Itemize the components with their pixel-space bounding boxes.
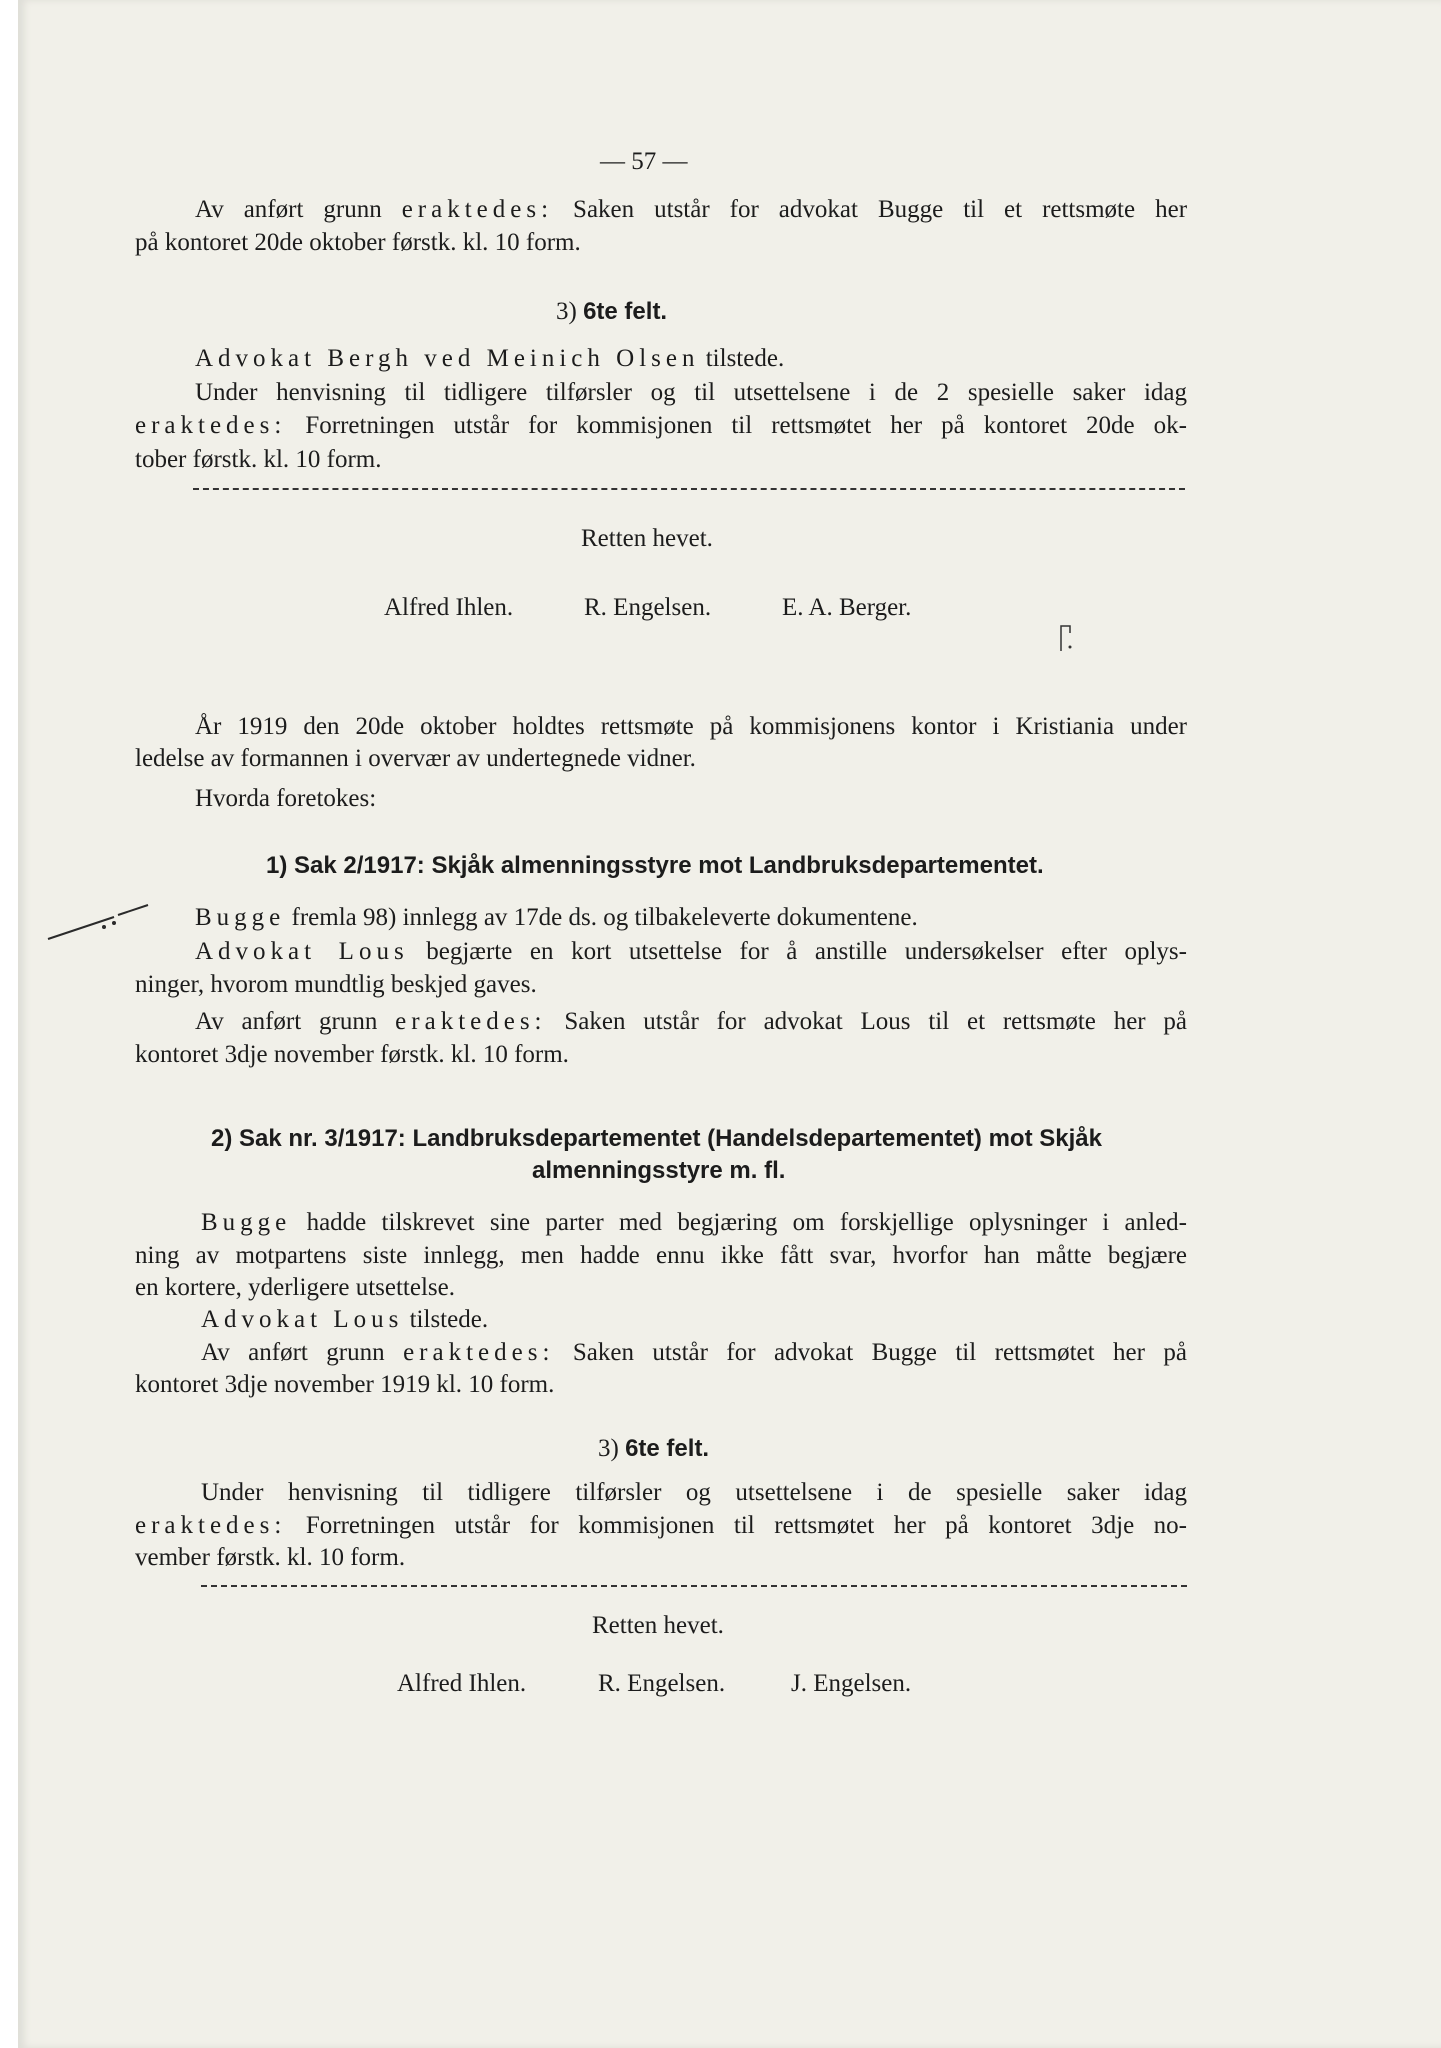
paragraph-line: kontoret 3dje november 1919 kl. 10 form. — [135, 1371, 555, 1398]
text: Av anført grunn — [195, 196, 382, 223]
section-heading — [556, 296, 667, 328]
spaced-text: Advokat Lous — [195, 938, 409, 965]
spaced-text: eraktedes: — [135, 412, 287, 439]
heading-number: 3) — [556, 298, 577, 325]
paragraph-line: på kontoret 20de oktober førstk. kl. 10 form. — [135, 229, 581, 256]
closing-text: Retten hevet. — [581, 525, 713, 552]
paragraph-line: Hvorda foretokes: — [195, 785, 377, 812]
paragraph-line — [195, 936, 1187, 968]
paragraph-line — [201, 1207, 1187, 1239]
spaced-text: Bugge — [201, 1209, 292, 1236]
section-heading: 1) Sak 2/1917: Skjåk almenningsstyre mot Landbruksdepartementet. — [266, 852, 1044, 879]
text: hadde tilskrevet sine parter med begjæring om forskjellige oplysninger i anled- — [306, 1209, 1187, 1236]
text: fremla 98) innlegg av 17de ds. og tilbakeleverte dokumentene. — [291, 904, 918, 931]
heading-number: 3) — [598, 1435, 619, 1462]
spaced-text: eraktedes: — [395, 1008, 547, 1035]
paragraph-line — [201, 1304, 488, 1336]
text: Saken utstår for advokat Bugge til rettsmøtet her på — [572, 1339, 1188, 1366]
signature: J. Engelsen. — [791, 1670, 912, 1697]
signature: R. Engelsen. — [584, 594, 712, 621]
text: Forretningen utstår for kommisjonen til rettsmøtet her på kontoret 3dje no- — [305, 1512, 1188, 1539]
text: tilstede. — [705, 345, 785, 372]
spaced-text: Bugge — [195, 904, 286, 931]
paragraph-line: en kortere, yderligere utsettelse. — [135, 1274, 455, 1301]
paragraph-line — [195, 1006, 1187, 1038]
page-number: — 57 — — [600, 148, 688, 175]
paragraph-line: ning av motpartens siste innlegg, men hadde ennu ikke fått svar, hvorfor han måtte begjære — [135, 1242, 1187, 1269]
signature: Alfred Ihlen. — [384, 594, 514, 621]
paragraph-line: vember førstk. kl. 10 form. — [135, 1544, 406, 1571]
heading-title: 6te felt. — [625, 1435, 710, 1462]
paragraph-line: kontoret 3dje november førstk. kl. 10 form. — [135, 1041, 569, 1068]
text: Av anført grunn — [201, 1339, 385, 1366]
margin-pen-mark — [44, 903, 154, 943]
signature: Alfred Ihlen. — [397, 1670, 527, 1697]
signature: R. Engelsen. — [598, 1670, 726, 1697]
section-heading — [598, 1433, 709, 1465]
paragraph-line — [201, 1337, 1187, 1369]
dashed-separator — [193, 488, 1185, 490]
text: Av anført grunn — [195, 1008, 378, 1035]
text: tilstede. — [409, 1306, 489, 1333]
section-heading: 2) Sak nr. 3/1917: Landbruksdepartementet (Handelsdepartementet) mot Skjåk — [211, 1125, 1102, 1152]
paragraph-line: ninger, hvorom mundtlig beskjed gaves. — [135, 971, 537, 998]
spaced-text: eraktedes: — [403, 1339, 555, 1366]
text: Saken utstår for advokat Lous til et rettsmøte her på — [564, 1008, 1188, 1035]
spaced-text: Advokat Lous — [201, 1306, 404, 1333]
bracket-mark — [1058, 623, 1074, 653]
paragraph-line — [195, 902, 918, 934]
closing-text: Retten hevet. — [592, 1612, 724, 1639]
spaced-text: eraktedes: — [135, 1512, 287, 1539]
text: Saken utstår for advokat Bugge til et rettsmøte her — [573, 196, 1188, 223]
paragraph-line — [135, 1510, 1187, 1542]
text: begjærte en kort utsettelse for å anstille undersøkelser efter oplys- — [426, 938, 1187, 965]
paragraph-line — [135, 410, 1187, 442]
document-page — [18, 0, 1441, 2048]
paragraph-line — [195, 194, 1187, 226]
paragraph-line: Under henvisning til tidligere tilførsler og utsettelsene i de spesielle saker idag — [201, 1479, 1187, 1506]
dashed-separator — [201, 1585, 1187, 1587]
text: Forretningen utstår for kommisjonen til rettsmøtet her på kontoret 20de ok- — [305, 412, 1187, 439]
paragraph-line: År 1919 den 20de oktober holdtes rettsmøte på kommisjonens kontor i Kristiania under — [195, 713, 1187, 740]
spaced-text: Advokat Bergh ved Meinich Olsen — [195, 345, 700, 372]
spaced-text: eraktedes: — [401, 196, 554, 223]
section-heading: almenningsstyre m. fl. — [532, 1157, 786, 1184]
signature: E. A. Berger. — [782, 594, 912, 621]
heading-title: 6te felt. — [583, 298, 668, 325]
paragraph-line: Under henvisning til tidligere tilførsler og til utsettelsene i de 2 spesielle saker idag — [195, 379, 1187, 406]
paragraph-line: tober førstk. kl. 10 form. — [135, 446, 382, 473]
paragraph-line: ledelse av formannen i overvær av undertegnede vidner. — [135, 745, 696, 772]
paragraph-line — [195, 343, 784, 375]
